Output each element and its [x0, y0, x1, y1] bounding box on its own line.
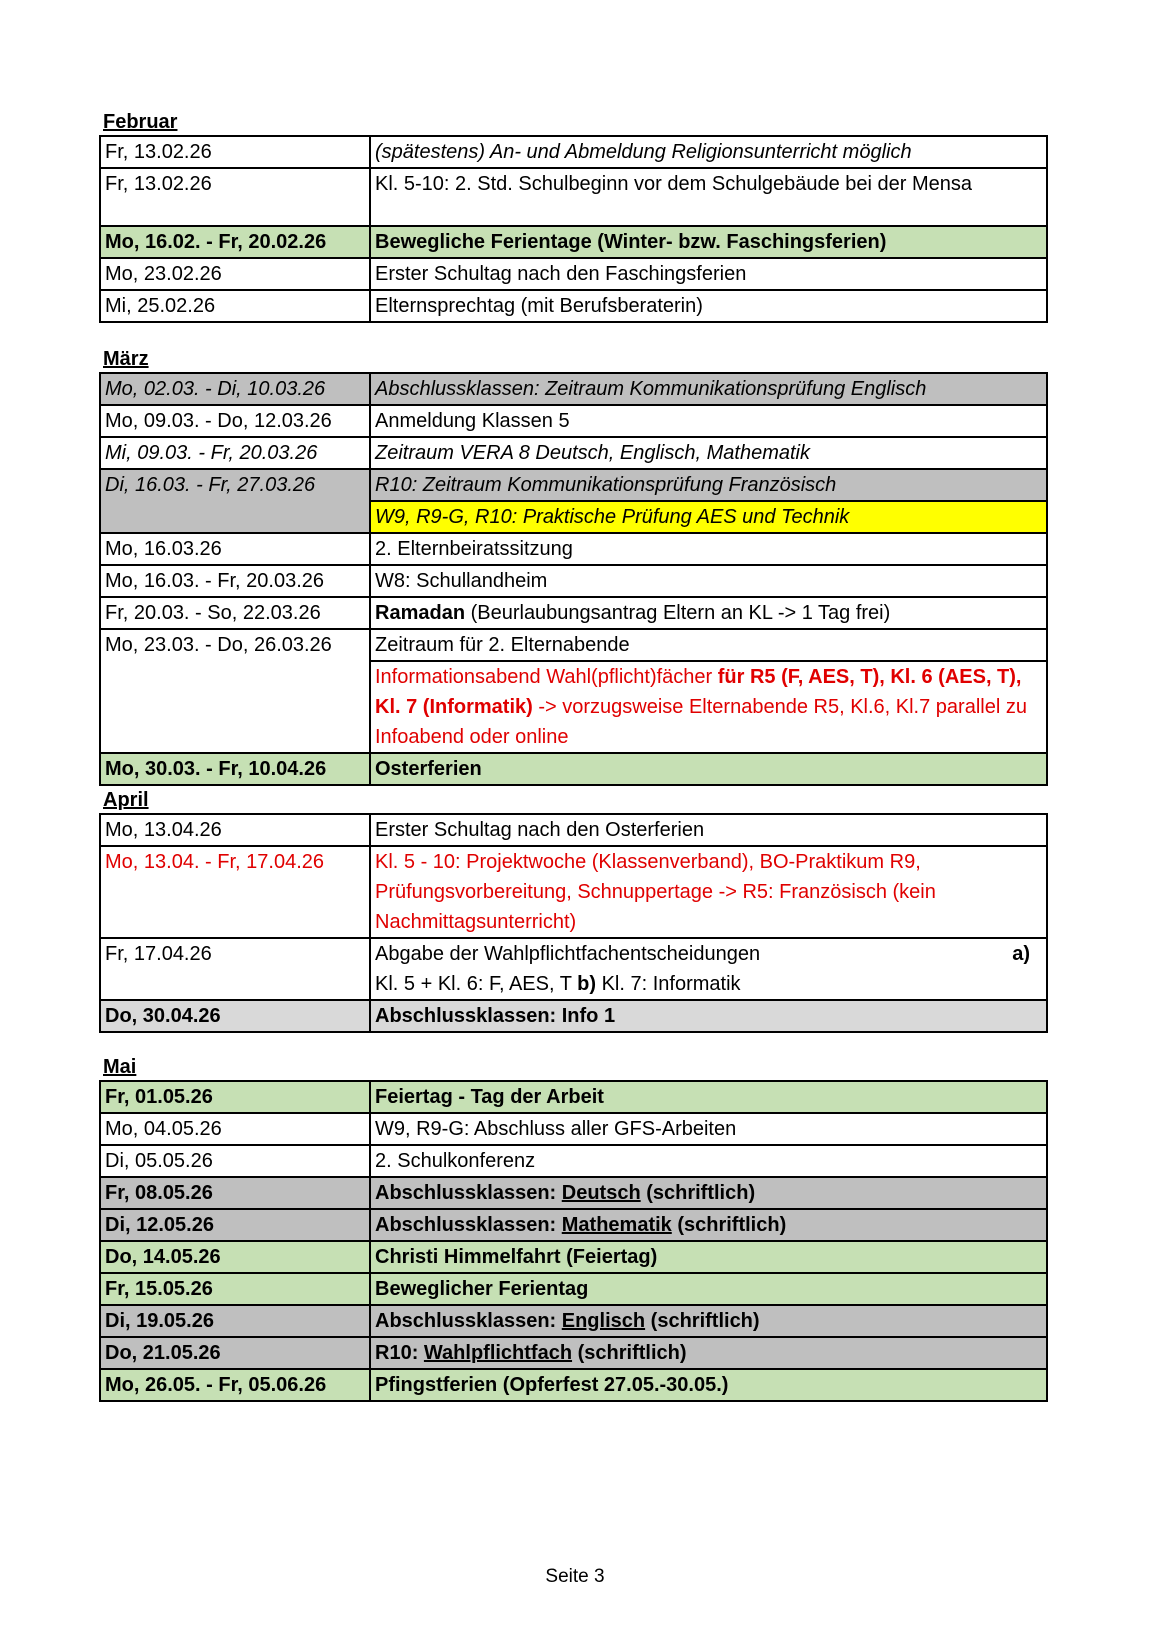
- event-cell: Feiertag - Tag der Arbeit: [370, 1081, 1047, 1113]
- table-row: [100, 753, 1047, 785]
- date-cell: Di, 19.05.26: [100, 1305, 370, 1337]
- date-cell: Do, 21.05.26: [100, 1337, 370, 1369]
- date-cell: Mo, 16.03. - Fr, 20.03.26: [100, 565, 370, 597]
- date-cell: Mo, 13.04. - Fr, 17.04.26: [100, 846, 370, 938]
- event-bold: Ramadan: [375, 602, 466, 624]
- info-part-c: -> vorzugsweise Elternabende R5, Kl.6, Kl.7 parallel zu Infoabend oder online: [375, 696, 1027, 748]
- event-cell: 2. Elternbeiratssitzung: [370, 533, 1047, 565]
- info-part-a: Informationsabend Wahl(pflicht)fächer: [375, 666, 718, 688]
- month-heading-april: April: [103, 789, 149, 811]
- table-row: [100, 226, 1047, 258]
- month-heading-maerz: März: [103, 348, 149, 370]
- event-cell: Beweglicher Ferientag: [370, 1273, 1047, 1305]
- table-row: [100, 437, 1047, 469]
- date-cell: Fr, 13.02.26: [100, 168, 370, 226]
- event-cell: Zeitraum VERA 8 Deutsch, Englisch, Mathematik: [370, 437, 1047, 469]
- date-cell: Mi, 25.02.26: [100, 290, 370, 322]
- table-row: [100, 1305, 1047, 1337]
- event-cell: (spätestens) An- und Abmeldung Religionsunterricht möglich: [370, 136, 1047, 168]
- table-row: [100, 1145, 1047, 1177]
- table-row: [100, 533, 1047, 565]
- table-row: [100, 938, 1047, 1000]
- date-cell: Mo, 04.05.26: [100, 1113, 370, 1145]
- maerz-table: [99, 372, 1048, 786]
- februar-table: [99, 135, 1048, 323]
- event-cell: Christi Himmelfahrt (Feiertag): [370, 1241, 1047, 1273]
- event-post: (schriftlich): [645, 1310, 760, 1332]
- date-cell: Di, 12.05.26: [100, 1209, 370, 1241]
- table-row: [100, 1209, 1047, 1241]
- month-heading-februar: Februar: [103, 111, 178, 133]
- table-row: [100, 136, 1047, 168]
- event-cell: R10: Zeitraum Kommunikationsprüfung Französisch: [370, 469, 1047, 501]
- date-cell: Fr, 15.05.26: [100, 1273, 370, 1305]
- event-rest: (Beurlaubungsantrag Eltern an KL -> 1 Tag frei): [465, 602, 891, 624]
- event-pre: Abschlussklassen:: [375, 1214, 562, 1236]
- event-subject: Englisch: [561, 1310, 646, 1332]
- event-post: (schriftlich): [572, 1342, 687, 1364]
- event-cell: W8: Schullandheim: [370, 565, 1047, 597]
- event-cell: Kl. 5-10: 2. Std. Schulbeginn vor dem Schulgebäude bei der Mensa: [370, 168, 1047, 226]
- table-row: [100, 168, 1047, 226]
- event-cell: Abschlussklassen: Info 1: [370, 1000, 1047, 1032]
- event-cell: [370, 938, 1047, 1000]
- table-row: [100, 629, 1047, 661]
- date-cell: Fr, 17.04.26: [100, 938, 370, 1000]
- event-cell-highlight: W9, R9-G, R10: Praktische Prüfung AES und Technik: [370, 501, 1047, 533]
- date-cell: Mo, 23.03. - Do, 26.03.26: [100, 629, 370, 753]
- event-post: (schriftlich): [671, 1214, 787, 1236]
- table-row: [100, 1241, 1047, 1273]
- event-cell: Bewegliche Ferientage (Winter- bzw. Faschingsferien): [370, 226, 1047, 258]
- table-row: [100, 1113, 1047, 1145]
- event-line-2a: Kl. 5 + Kl. 6: F, AES, T: [375, 973, 578, 995]
- table-row: [100, 1369, 1047, 1401]
- event-cell: Abschlussklassen: Zeitraum Kommunikationsprüfung Englisch: [370, 373, 1047, 405]
- date-cell: Fr, 13.02.26: [100, 136, 370, 168]
- date-cell: Mo, 09.03. - Do, 12.03.26: [100, 405, 370, 437]
- table-row: [100, 1081, 1047, 1113]
- event-cell: Erster Schultag nach den Faschingsferien: [370, 258, 1047, 290]
- table-row: [100, 373, 1047, 405]
- event-cell: Erster Schultag nach den Osterferien: [370, 814, 1047, 846]
- table-row: [100, 814, 1047, 846]
- event-pre: R10:: [375, 1342, 424, 1364]
- info-part-b: für R5 (F, AES, T), Kl. 6 (AES, T), Kl. 7 (Informatik): [375, 666, 1022, 718]
- date-cell: Do, 30.04.26: [100, 1000, 370, 1032]
- event-line-1: Abgabe der Wahlpflichtfachentscheidungen: [375, 943, 761, 965]
- date-cell: Di, 16.03. - Fr, 27.03.26: [100, 469, 370, 533]
- table-row: [100, 405, 1047, 437]
- date-cell: Mo, 30.03. - Fr, 10.04.26: [100, 753, 370, 785]
- page-number: Seite 3: [545, 1566, 605, 1587]
- event-cell: W9, R9-G: Abschluss aller GFS-Arbeiten: [370, 1113, 1047, 1145]
- event-cell: [370, 1337, 1047, 1369]
- table-row: [100, 1337, 1047, 1369]
- date-cell: Do, 14.05.26: [100, 1241, 370, 1273]
- date-cell: Mo, 16.02. - Fr, 20.02.26: [100, 226, 370, 258]
- date-cell: Mo, 13.04.26: [100, 814, 370, 846]
- month-heading-mai: Mai: [103, 1056, 137, 1078]
- date-cell: Mo, 02.03. - Di, 10.03.26: [100, 373, 370, 405]
- event-subject: Wahlpflichtfach: [423, 1342, 573, 1364]
- event-cell: [370, 1305, 1047, 1337]
- event-pre: Abschlussklassen:: [375, 1310, 562, 1332]
- table-row: [100, 565, 1047, 597]
- event-cell: Zeitraum für 2. Elternabende: [370, 629, 1047, 661]
- event-cell-info: [370, 661, 1047, 753]
- date-cell: Fr, 20.03. - So, 22.03.26: [100, 597, 370, 629]
- table-row: [100, 1273, 1047, 1305]
- marker-b: b): [577, 973, 597, 995]
- april-table: [99, 813, 1048, 1033]
- event-subject: Mathematik: [561, 1214, 672, 1236]
- event-cell: Pfingstferien (Opferfest 27.05.-30.05.): [370, 1369, 1047, 1401]
- event-cell: [370, 1177, 1047, 1209]
- event-cell: Anmeldung Klassen 5: [370, 405, 1047, 437]
- table-row: [100, 846, 1047, 938]
- event-cell: [370, 1209, 1047, 1241]
- event-line-2b: Kl. 7: Informatik: [596, 973, 741, 995]
- event-cell: [370, 597, 1047, 629]
- date-cell: Mi, 09.03. - Fr, 20.03.26: [100, 437, 370, 469]
- table-row: [100, 258, 1047, 290]
- table-row: [100, 1177, 1047, 1209]
- event-cell: Osterferien: [370, 753, 1047, 785]
- event-post: (schriftlich): [640, 1182, 756, 1204]
- date-cell: Mo, 23.02.26: [100, 258, 370, 290]
- table-row: [100, 597, 1047, 629]
- date-cell: Fr, 01.05.26: [100, 1081, 370, 1113]
- event-cell: 2. Schulkonferenz: [370, 1145, 1047, 1177]
- event-pre: Abschlussklassen:: [375, 1182, 562, 1204]
- table-row: [100, 290, 1047, 322]
- date-cell: Fr, 08.05.26: [100, 1177, 370, 1209]
- date-cell: Mo, 16.03.26: [100, 533, 370, 565]
- date-cell: Di, 05.05.26: [100, 1145, 370, 1177]
- table-row: [100, 469, 1047, 501]
- event-cell: Kl. 5 - 10: Projektwoche (Klassenverband), BO-Praktikum R9, Prüfungsvorbereitung, Schnuppertage -> R5: Französisch (kein Nachmittagsunterricht): [370, 846, 1047, 938]
- mai-table: [99, 1080, 1048, 1402]
- date-cell: Mo, 26.05. - Fr, 05.06.26: [100, 1369, 370, 1401]
- marker-a: a): [1012, 943, 1030, 965]
- table-row: [100, 1000, 1047, 1032]
- event-cell: Elternsprechtag (mit Berufsberaterin): [370, 290, 1047, 322]
- event-subject: Deutsch: [561, 1182, 641, 1204]
